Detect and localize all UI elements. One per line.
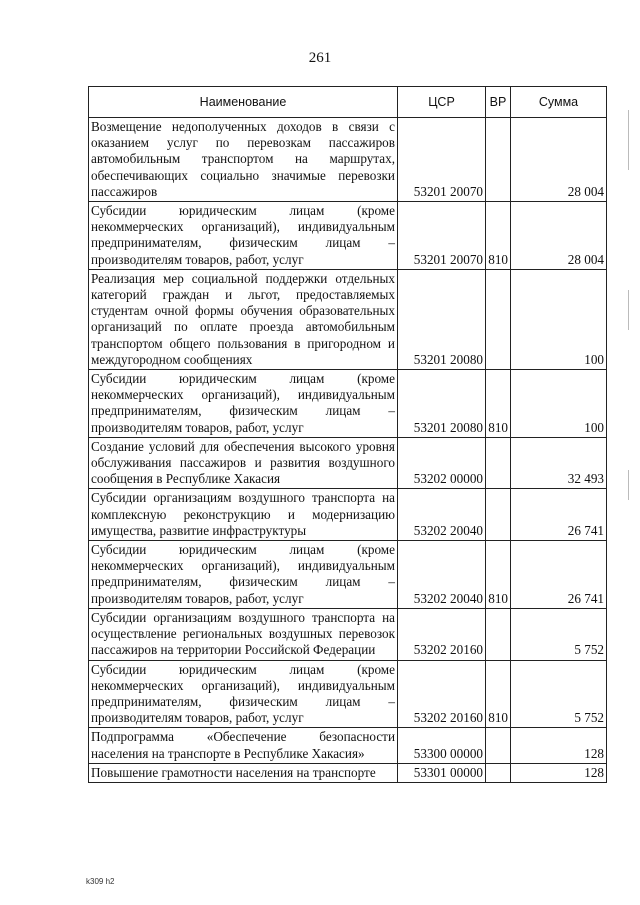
table-row: [89, 437, 607, 489]
scan-edge-mark: [628, 470, 629, 500]
row-vr: [486, 728, 511, 763]
header-name: Наименование: [89, 87, 398, 118]
table-row: [89, 269, 607, 369]
row-vr: [486, 118, 511, 202]
row-vr: 810: [486, 541, 511, 609]
row-name: Субсидии юридическим лицам (кроме некоммерческих организаций), индивидуальным предпринимателям, физическим лицам – производителям товаров, работ, услуг: [89, 660, 398, 728]
row-csr: 53202 20160: [398, 608, 486, 660]
row-name: Субсидии организациям воздушного транспорта на комплексную реконструкцию и модернизацию имущества, развитие инфраструктуры: [89, 489, 398, 541]
row-name: Субсидии организациям воздушного транспорта на осуществление региональных воздушных перевозок пассажиров на территории Российской Федерации: [89, 608, 398, 660]
table-row: [89, 728, 607, 763]
table-row: [89, 370, 607, 438]
row-vr: [486, 269, 511, 369]
row-csr: 53201 20080: [398, 370, 486, 438]
row-name: Возмещение недополученных доходов в связи с оказанием услуг по перевозкам пассажиров автомобильным транспортом на маршрутах, обеспечивающих социально значимые перевозки пассажиров: [89, 118, 398, 202]
row-sum: 32 493: [511, 437, 607, 489]
table-row: [89, 541, 607, 609]
row-sum: 26 741: [511, 489, 607, 541]
table-row: [89, 608, 607, 660]
header-csr: ЦСР: [398, 87, 486, 118]
table-row: [89, 202, 607, 270]
row-name: Реализация мер социальной поддержки отдельных категорий граждан и льгот, предоставляемых студентам очной формы обучения образовательных организаций по оплате проезда автомобильным транспортом общего пользования в пригородном и междугородном сообщениях: [89, 269, 398, 369]
row-csr: 53201 20070: [398, 118, 486, 202]
row-csr: 53300 00000: [398, 728, 486, 763]
row-sum: 26 741: [511, 541, 607, 609]
budget-table: [88, 86, 607, 783]
table-row: [89, 763, 607, 782]
row-vr: 810: [486, 370, 511, 438]
table-row: [89, 489, 607, 541]
row-vr: 810: [486, 660, 511, 728]
header-vr: ВР: [486, 87, 511, 118]
row-vr: [486, 763, 511, 782]
header-sum: Сумма: [511, 87, 607, 118]
row-sum: 128: [511, 763, 607, 782]
table-row: [89, 660, 607, 728]
row-csr: 53301 00000: [398, 763, 486, 782]
row-sum: 28 004: [511, 202, 607, 270]
row-vr: [486, 608, 511, 660]
row-sum: 128: [511, 728, 607, 763]
row-vr: 810: [486, 202, 511, 270]
table-header-row: [89, 87, 607, 118]
row-sum: 5 752: [511, 660, 607, 728]
row-vr: [486, 489, 511, 541]
row-name: Субсидии юридическим лицам (кроме некоммерческих организаций), индивидуальным предпринимателям, физическим лицам – производителям товаров, работ, услуг: [89, 202, 398, 270]
footer-code: k309 h2: [86, 877, 115, 886]
table-row: [89, 118, 607, 202]
row-csr: 53202 20160: [398, 660, 486, 728]
row-sum: 28 004: [511, 118, 607, 202]
row-sum: 5 752: [511, 608, 607, 660]
scan-edge-mark: [628, 290, 629, 330]
row-name: Создание условий для обеспечения высокого уровня обслуживания пассажиров и развития воздушного сообщения в Республике Хакасия: [89, 437, 398, 489]
row-vr: [486, 437, 511, 489]
row-sum: 100: [511, 269, 607, 369]
page-number: 261: [308, 50, 332, 66]
row-csr: 53201 20070: [398, 202, 486, 270]
row-name: Субсидии юридическим лицам (кроме некоммерческих организаций), индивидуальным предпринимателям, физическим лицам – производителям товаров, работ, услуг: [89, 370, 398, 438]
row-name: Повышение грамотности населения на транспорте: [89, 763, 398, 782]
row-csr: 53202 20040: [398, 541, 486, 609]
row-csr: 53201 20080: [398, 269, 486, 369]
row-name: Субсидии юридическим лицам (кроме некоммерческих организаций), индивидуальным предпринимателям, физическим лицам – производителям товаров, работ, услуг: [89, 541, 398, 609]
row-csr: 53202 20040: [398, 489, 486, 541]
scan-edge-mark: [628, 110, 629, 170]
row-name: Подпрограмма «Обеспечение безопасности населения на транспорте в Республике Хакасия»: [89, 728, 398, 763]
row-sum: 100: [511, 370, 607, 438]
row-csr: 53202 00000: [398, 437, 486, 489]
